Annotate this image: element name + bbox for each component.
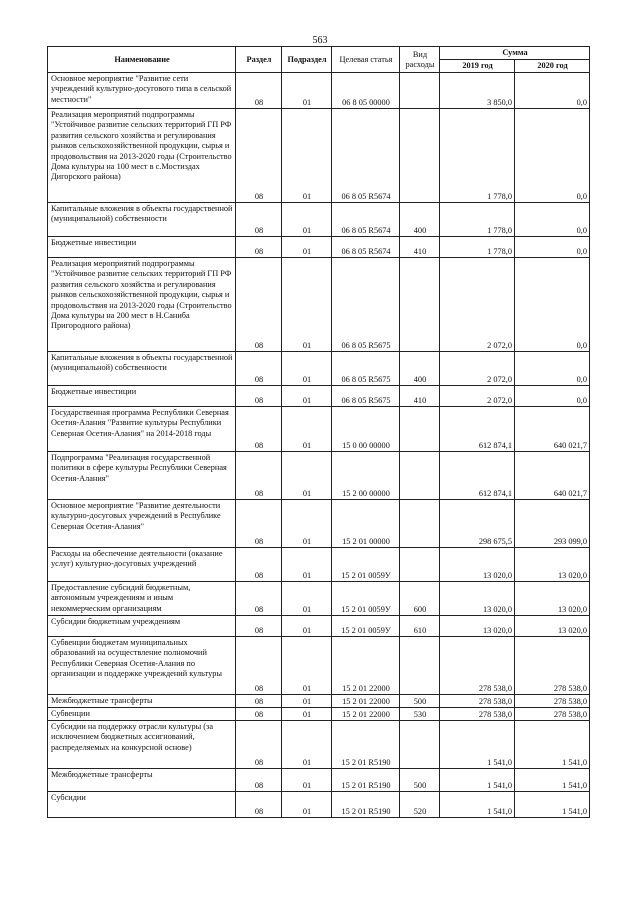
row-expense-type: 520 [400,792,440,818]
row-subsection: 01 [282,452,332,500]
row-target-article: 06 8 05 R5674 [332,109,400,203]
row-sum-2020: 0,0 [515,258,590,352]
row-section: 08 [236,695,282,708]
row-name: Капитальные вложения в объекты государственной (муниципальной) собственности [48,203,236,237]
table-row [48,452,590,500]
row-section: 08 [236,73,282,109]
table-row [48,548,590,582]
header-target-article: Целевая статья [332,47,400,73]
header-name: Наименование [48,47,236,73]
row-sum-2019: 1 778,0 [440,237,515,258]
row-sum-2019: 13 020,0 [440,582,515,616]
row-expense-type [400,548,440,582]
row-sum-2019: 612 874,1 [440,407,515,452]
table-row [48,237,590,258]
row-name: Бюджетные инвестиции [48,237,236,258]
row-sum-2019: 1 778,0 [440,203,515,237]
row-name: Основное мероприятие "Развитие деятельности культурно-досуговых учреждений в Республике Северная Осетия-Алания" [48,500,236,548]
row-sum-2020: 0,0 [515,386,590,407]
table-row [48,637,590,695]
table-row [48,582,590,616]
row-target-article: 06 8 05 R5674 [332,237,400,258]
row-sum-2019: 612 874,1 [440,452,515,500]
row-target-article: 06 8 05 R5674 [332,203,400,237]
row-subsection: 01 [282,769,332,792]
row-name: Предоставление субсидий бюджетным, автономным учреждениям и иным некоммерческим организациям [48,582,236,616]
row-sum-2019: 1 778,0 [440,109,515,203]
table-row [48,258,590,352]
row-name: Основное мероприятие "Развитие сети учреждений культурно-досугового типа в сельской местности" [48,73,236,109]
table-row [48,352,590,386]
row-subsection: 01 [282,695,332,708]
page-number: 563 [312,35,328,46]
row-expense-type [400,109,440,203]
row-subsection: 01 [282,500,332,548]
table-row [48,721,590,769]
table-row [48,407,590,452]
row-subsection: 01 [282,548,332,582]
header-sum: Сумма [440,47,590,60]
row-sum-2020: 0,0 [515,203,590,237]
row-sum-2019: 1 541,0 [440,721,515,769]
row-sum-2020: 0,0 [515,237,590,258]
table-row [48,695,590,708]
row-subsection: 01 [282,721,332,769]
row-expense-type: 400 [400,203,440,237]
row-sum-2020: 1 541,0 [515,769,590,792]
row-sum-2020: 278 538,0 [515,708,590,721]
row-sum-2020: 278 538,0 [515,637,590,695]
row-target-article: 06 8 05 R5675 [332,258,400,352]
table-row [48,616,590,637]
row-target-article: 06 8 05 R5675 [332,386,400,407]
row-name: Субсидии на поддержку отрасли культуры (за исключением бюджетных ассигнований, распределяемых на конкурсной основе) [48,721,236,769]
header-expense-type: Вид расходы [400,47,440,73]
row-sum-2020: 13 020,0 [515,548,590,582]
row-section: 08 [236,452,282,500]
row-sum-2019: 1 541,0 [440,769,515,792]
row-sum-2020: 0,0 [515,109,590,203]
row-target-article: 15 2 01 R5190 [332,792,400,818]
row-target-article: 15 2 01 0059У [332,582,400,616]
row-target-article: 15 2 00 00000 [332,452,400,500]
row-target-article: 15 2 01 0059У [332,616,400,637]
row-name: Субсидии [48,792,236,818]
row-target-article: 15 2 01 00000 [332,500,400,548]
row-subsection: 01 [282,352,332,386]
row-subsection: 01 [282,637,332,695]
table-row [48,386,590,407]
row-section: 08 [236,500,282,548]
row-section: 08 [236,637,282,695]
row-subsection: 01 [282,407,332,452]
row-sum-2019: 13 020,0 [440,616,515,637]
row-expense-type: 410 [400,386,440,407]
header-subsection: Подраздел [282,47,332,73]
row-sum-2019: 3 850,0 [440,73,515,109]
row-section: 08 [236,407,282,452]
row-subsection: 01 [282,582,332,616]
row-section: 08 [236,109,282,203]
row-expense-type: 500 [400,769,440,792]
row-subsection: 01 [282,708,332,721]
row-sum-2019: 278 538,0 [440,708,515,721]
table-row [48,769,590,792]
row-sum-2020: 0,0 [515,73,590,109]
row-name: Реализация мероприятий подпрограммы "Устойчивое развитие сельских территорий ГП РФ развития сельского хозяйства и регулирования рынков сельскохозяйственной продукции, сырья и продовольствия на 2013-2020 годы (Строительство Дома культуры на 100 мест в с.Мостиздах Дигорского района) [48,109,236,203]
row-subsection: 01 [282,616,332,637]
row-target-article: 06 8 05 R5675 [332,352,400,386]
row-expense-type: 610 [400,616,440,637]
row-section: 08 [236,386,282,407]
table-row [48,500,590,548]
row-name: Субвенции бюджетам муниципальных образований на осуществление полномочий Республики Северная Осетия-Алания по организации и поддержке учреждений культуры [48,637,236,695]
row-section: 08 [236,616,282,637]
row-sum-2019: 278 538,0 [440,637,515,695]
row-expense-type [400,407,440,452]
row-target-article: 15 2 01 0059У [332,548,400,582]
row-section: 08 [236,721,282,769]
table-row [48,203,590,237]
row-expense-type: 400 [400,352,440,386]
table-row [48,109,590,203]
row-section: 08 [236,708,282,721]
row-target-article: 15 0 00 00000 [332,407,400,452]
row-target-article: 15 2 01 22000 [332,708,400,721]
row-name: Государственная программа Республики Северная Осетия-Алания "Развитие культуры Республики Северная Осетия-Алания" на 2014-2018 годы [48,407,236,452]
row-target-article: 15 2 01 22000 [332,695,400,708]
row-sum-2020: 278 538,0 [515,695,590,708]
row-target-article: 15 2 01 R5190 [332,769,400,792]
row-subsection: 01 [282,237,332,258]
row-expense-type [400,500,440,548]
row-subsection: 01 [282,109,332,203]
row-subsection: 01 [282,73,332,109]
row-expense-type [400,721,440,769]
row-section: 08 [236,792,282,818]
row-expense-type [400,73,440,109]
row-sum-2019: 1 541,0 [440,792,515,818]
row-target-article: 15 2 01 22000 [332,637,400,695]
row-section: 08 [236,352,282,386]
row-sum-2020: 0,0 [515,352,590,386]
header-year-2020: 2020 год [515,60,590,73]
table-row [48,792,590,818]
row-expense-type [400,452,440,500]
row-sum-2020: 293 099,0 [515,500,590,548]
row-expense-type [400,258,440,352]
row-expense-type: 530 [400,708,440,721]
row-sum-2019: 13 020,0 [440,548,515,582]
row-subsection: 01 [282,386,332,407]
row-section: 08 [236,237,282,258]
row-expense-type: 410 [400,237,440,258]
row-name: Расходы на обеспечение деятельности (оказание услуг) культурно-досуговых учреждений [48,548,236,582]
row-section: 08 [236,582,282,616]
row-subsection: 01 [282,258,332,352]
row-name: Межбюджетные трансферты [48,769,236,792]
row-sum-2020: 1 541,0 [515,792,590,818]
row-target-article: 15 2 01 R5190 [332,721,400,769]
budget-table [47,46,590,818]
row-name: Субвенции [48,708,236,721]
row-name: Капитальные вложения в объекты государственной (муниципальной) собственности [48,352,236,386]
row-section: 08 [236,258,282,352]
row-name: Бюджетные инвестиции [48,386,236,407]
row-sum-2019: 2 072,0 [440,352,515,386]
row-sum-2020: 13 020,0 [515,582,590,616]
header-year-2019: 2019 год [440,60,515,73]
row-section: 08 [236,203,282,237]
row-section: 08 [236,769,282,792]
table-row [48,73,590,109]
row-sum-2020: 640 021,7 [515,452,590,500]
row-name: Подпрограмма "Реализация государственной политики в сфере культуры Республики Северная Осетия-Алания" [48,452,236,500]
row-target-article: 06 8 05 00000 [332,73,400,109]
row-sum-2019: 2 072,0 [440,386,515,407]
row-expense-type [400,637,440,695]
row-sum-2019: 298 675,5 [440,500,515,548]
table-row [48,708,590,721]
row-subsection: 01 [282,792,332,818]
row-sum-2019: 278 538,0 [440,695,515,708]
row-subsection: 01 [282,203,332,237]
row-name: Реализация мероприятий подпрограммы "Устойчивое развитие сельских территорий ГП РФ развития сельского хозяйства и регулирования рынков сельскохозяйственной продукции, сырья и продовольствия на 2013-2020 годы (Строительство Дома культуры на 200 мест в Н.Саниба Пригородного района) [48,258,236,352]
row-name: Межбюджетные трансферты [48,695,236,708]
row-expense-type: 500 [400,695,440,708]
row-expense-type: 600 [400,582,440,616]
header-section: Раздел [236,47,282,73]
row-sum-2020: 13 020,0 [515,616,590,637]
row-sum-2020: 640 021,7 [515,407,590,452]
row-name: Субсидии бюджетным учреждениям [48,616,236,637]
row-sum-2020: 1 541,0 [515,721,590,769]
row-sum-2019: 2 072,0 [440,258,515,352]
row-section: 08 [236,548,282,582]
